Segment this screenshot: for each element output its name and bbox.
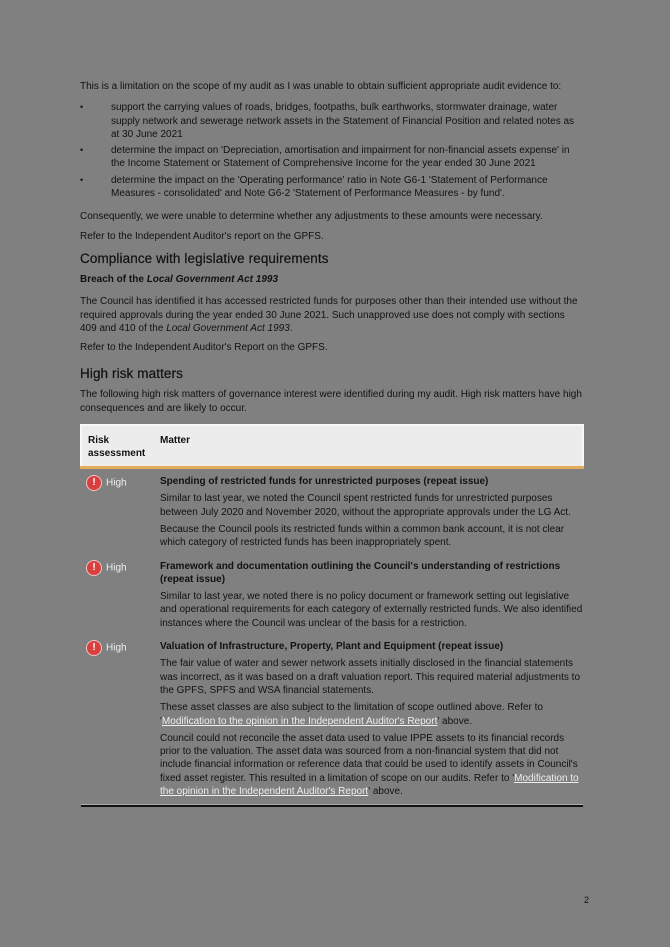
table-row: [81, 468, 583, 554]
column-header-matter: Matter: [154, 425, 583, 468]
list-item: • determine the impact on 'Depreciation, amortisation and impairment for non-financial assets expense' in the Income Statement or Statement of Comprehensive Income for the year ended 30 June 2021: [80, 145, 570, 170]
matter-cell: Framework and documentation outlining the Council's understanding of restrictions (repeat issue) Similar to last year, we noted there is no policy document or framework setting out legislative and operational requirements for each category of externally restricted funds. We also identified instances where the Council was unclear of the basis for a restriction.: [160, 560, 583, 629]
matter-title: Framework and documentation outlining the Council's understanding of restrictions (repeat issue): [160, 560, 561, 585]
compliance-heading: Compliance with legislative requirements: [80, 250, 329, 266]
matter-title: Spending of restricted funds for unrestricted purposes (repeat issue): [160, 476, 489, 488]
modification-opinion-link[interactable]: Modification to the opinion in the Independent Auditor's Report: [160, 772, 579, 797]
list-item: • support the carrying values of roads, bridges, footpaths, bulk earthworks, stormwater drainage, water supply network and sewerage network assets in the Statement of Financial Position and related notes as at 30 June 2021: [80, 102, 575, 140]
bullet-icon: •: [80, 145, 84, 156]
high-risk-table: [80, 424, 584, 807]
alert-icon: !: [86, 560, 102, 576]
list-item: • determine the impact on the 'Operating performance' ratio in Note G6-1 'Statement of Performance Measures - consolidated' and Note G6-2 'Statement of Performance Measures - by fund'.: [80, 174, 548, 200]
compliance-refer-paragraph: Refer to the Independent Auditor's Report on the GPFS.: [80, 342, 328, 354]
bullet-icon: •: [80, 102, 84, 113]
high-risk-heading: High risk matters: [80, 366, 183, 382]
matter-cell: Valuation of Infrastructure, Property, Plant and Equipment (repeat issue) The fair value of water and sewer network assets initially disclosed in the financial statements was incorrect, as it was based on a draft valuation report. This required material adjustments to the GPFS, SPFS and WSA financial statements. These asset classes are also subject to the limitation of scope outlined above. Refer to 'Modification to the opinion in the Independent Auditor's Report' above. Council could not reconcile the asset data used to value IPPE assets to its financial records prior to the valuation. The asset data was sourced from a non-financial system that did not include financial information or reference data that could be used to identify assets in Council's fixed asset register. This resulted in a limitation of scope on our audits. Refer to 'Modification to the opinion in the Independent Auditor's Report' above.: [154, 634, 583, 806]
page-number: 2: [584, 895, 590, 905]
compliance-subheading: Breach of the Local Government Act 1993: [80, 273, 279, 285]
high-risk-intro: The following high risk matters of governance interest were identified during my audit. High risk matters have high consequences and are likely to occur.: [80, 389, 582, 414]
column-header-risk-assessment: Risk assessment: [81, 425, 154, 468]
risk-rating: ! High: [81, 468, 154, 554]
scope-limitation-list: [80, 101, 584, 200]
bullet-icon: •: [80, 174, 84, 185]
alert-icon: !: [86, 475, 102, 491]
alert-icon: !: [86, 640, 102, 656]
document-page: [80, 80, 584, 807]
risk-rating: ! High: [81, 634, 154, 806]
refer-paragraph: Refer to the Independent Auditor's report on the GPFS.: [80, 230, 324, 242]
compliance-paragraph: The Council has identified it has accessed restricted funds for purposes other than their intended use without the required approvals during the year ended 30 June 2021. Such unapproved use does not comply with sections 409 and 410 of the Local Government Act 1993.: [80, 296, 578, 334]
matter-title: Valuation of Infrastructure, Property, Plant and Equipment (repeat issue): [160, 641, 504, 653]
modification-opinion-link[interactable]: Modification to the opinion in the Independent Auditor's Report: [161, 715, 438, 727]
matter-cell: Spending of restricted funds for unrestricted purposes (repeat issue) Similar to last year, we noted the Council spent restricted funds for unrestricted purposes between July 2020 and November 2020, without the appropriate approvals under the LG Act. Because the Council pools its restricted funds within a common bank account, it is not clear which category of restricted funds has been inappropriately spent.: [154, 468, 583, 554]
table-row: [81, 634, 583, 806]
risk-rating: ! High: [81, 554, 154, 634]
consequently-paragraph: Consequently, we were unable to determine whether any adjustments to these amounts were necessary.: [80, 211, 543, 223]
table-row: [81, 554, 583, 634]
scope-limitation-intro: This is a limitation on the scope of my audit as I was unable to obtain sufficient appropriate audit evidence to:: [80, 81, 562, 92]
